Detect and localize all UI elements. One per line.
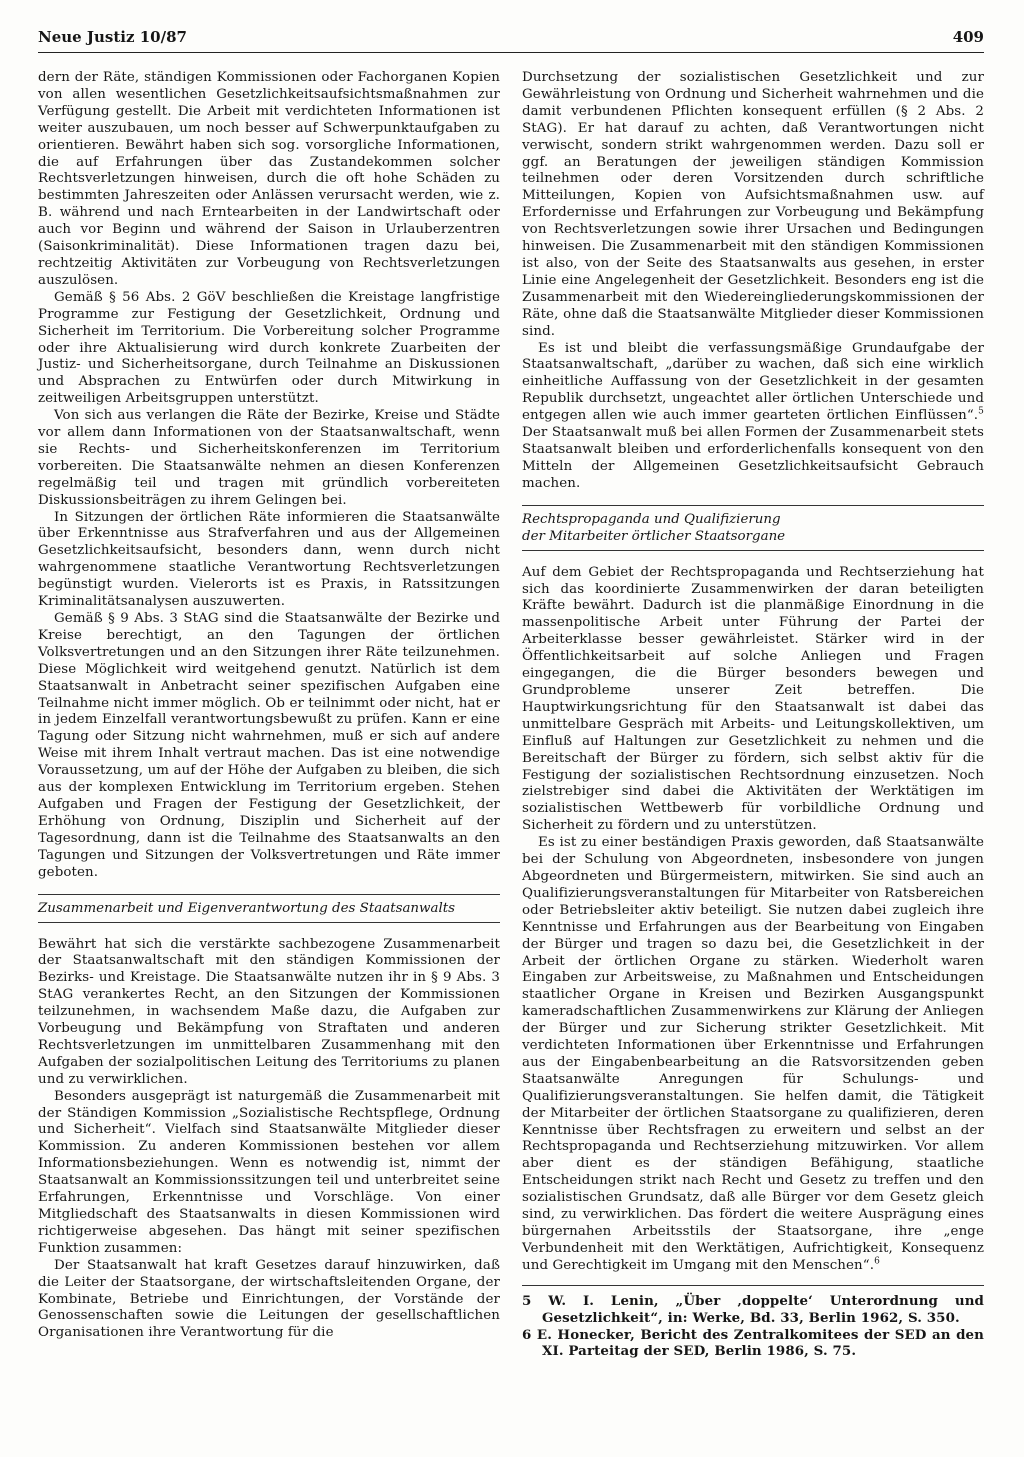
section-heading-line: Rechtspropaganda und Qualifizierung	[522, 511, 781, 527]
footnotes	[522, 1285, 984, 1361]
page-number: 409	[952, 28, 984, 46]
section-heading	[38, 894, 500, 923]
paragraph-text: Es ist zu einer beständigen Praxis geworden, daß Staatsanwälte bei der Schulung von Abgeordneten, insbesondere von jungen Abgeordneten und Bürgermeistern, mitwirken. Sie sind auch an Qualifizierungsveranstaltungen für Mitarbeiter von Ratsbereichen oder Betriebsleiter aktiv beteiligt. Sie nutzen dabei zugleich ihre Kenntnisse und Erfahrungen aus der Bearbeitung von Eingaben der Bürger und tragen so dazu bei, die Gesetzlichkeit in der Arbeit der örtlichen Organe zu stärken. Wiederholt waren Eingaben zur Arbeitsweise, zu Maßnahmen und Entscheidungen staatlicher Organe in Kreisen und Bezirken Ausgangspunkt kameradschaftlichen Zusammenwirkens zur Klärung der Anliegen der Bürger und zur Sicherung strikter Gesetzlichkeit. Mit verdichteten Informationen über Erkenntnisse und Erfahrungen aus der Eingabenbearbeitung an die Ratsvorsitzenden geben Staatsanwälte Anregungen für Schulungs- und Qualifizierungsveranstaltungen. Sie helfen damit, die Tätigkeit der Mitarbeiter der örtlichen Staatsorgane zu qualifizieren, deren Kenntnisse über Rechtsfragen zu erweitern und selbst an der Rechtspropaganda und Rechtserziehung mitzuwirken. Vor allem aber dient es der ständigen Befähigung, staatliche Entscheidungen strikt nach Recht und Gesetz zu treffen und den sozialistischen Grundsatz, daß alle Bürger vor dem Gesetz gleich sind, zu verwirklichen. Das fördert die weitere Ausprägung eines bürgernahen Arbeitsstils der Staatsorgane, ihre „enge Verbundenheit mit den Werktätigen, Aufrichtigkeit, Konsequenz und Gerechtigkeit im Umgang mit den Menschen“.	[522, 835, 984, 1273]
paragraph-text: Der Staatsanwalt muß bei allen Formen der Zusammenarbeit stets Staatsanwalt bleiben und erforderlichenfalls konsequent von den Mitteln der Allgemeinen Gesetzlichkeitsaufsicht Gebrauch machen.	[522, 425, 984, 491]
footnote-ref-6: 6	[874, 1256, 880, 1267]
paragraph: Besonders ausgeprägt ist naturgemäß die Zusammenarbeit mit der Ständigen Kommission „Sozialistische Rechtspflege, Ordnung und Sicherheit“. Vielfach sind Staatsanwälte Mitglieder dieser Kommission. Zu anderen Kommissionen bestehen vor allem Informationsbeziehungen. Wenn es notwendig ist, nimmt der Staatsanwalt an Kommissionssitzungen teil und unterbreitet seine Erfahrungen, Erkenntnisse und Vorschläge. Von einer Mitgliedschaft des Staatsanwalts in diesen Kommissionen wird richtigerweise abgesehen. Das hängt mit seiner spezifischen Funktion zusammen:	[38, 1088, 500, 1256]
paragraph-with-footnote-5	[522, 341, 984, 493]
journal-title: Neue Justiz 10/87	[38, 28, 187, 46]
paragraph: dern der Räte, ständigen Kommissionen oder Fachorganen Kopien von allen wesentlichen Gesetzlichkeitsaufsichtsmaßnahmen zur Verfügung gestellt. Die Arbeit mit verdichteten Informationen ist weiter auszubauen, um noch besser auf Schwerpunktaufgaben zu orientieren. Bewährt haben sich sog. vorsorgliche Informationen, die auf Erfahrungen über das Zustandekommen solcher Rechtsverletzungen hinweisen, durch die oft hohe Schäden zu bestimmten Jahreszeiten oder Anlässen verursacht werden, wie z. B. während und nach Erntearbeiten in der Landwirtschaft oder auch vor Beginn und während der Saison in Urlauberzentren (Saisonkriminalität). Diese Informationen tragen dazu bei, rechtzeitig Aktivitäten zur Vorbeugung von Rechtsverletzungen auszulösen.	[38, 70, 500, 288]
section-heading	[522, 505, 984, 551]
section-heading-text: Zusammenarbeit und Eigenverantwortung des Staatsanwalts	[38, 900, 456, 916]
paragraph: Gemäß § 56 Abs. 2 GöV beschließen die Kreistage langfristige Programme zur Festigung der Gesetzlichkeit, Ordnung und Sicherheit im Territorium. Die Vorbereitung solcher Programme oder ihre Aktualisierung wird durch konkrete Zuarbeiten der Justiz- und Sicherheitsorgane, durch Teilnahme an Diskussionen und Absprachen zu Entwürfen oder durch Mitwirkung in zeitweiligen Arbeitsgruppen unterstützt.	[38, 289, 500, 407]
left-column	[38, 70, 500, 1342]
right-column	[522, 70, 984, 1360]
paragraph: Der Staatsanwalt hat kraft Gesetzes darauf hinzuwirken, daß die Leiter der Staatsorgane, der wirtschaftsleitenden Organe, der Kombinate, Betriebe und Einrichtungen, der Vorstände der Genossenschaften sowie die Leitungen der gesellschaftlichen Organisationen ihre Verantwortung für die	[38, 1257, 500, 1341]
section-heading-line: der Mitarbeiter örtlicher Staatsorgane	[522, 528, 786, 544]
paragraph-text: Es ist und bleibt die verfassungsmäßige Grundaufgabe der Staatsanwaltschaft, „darüber zu wachen, daß sich eine wirklich einheitliche Auffassung von der Gesetzlichkeit in der gesamten Republik durchsetzt, ungeachtet aller örtlichen Unterschiede und entgegen allen wie auch immer gearteten örtlichen Einflüssen“.	[522, 340, 984, 424]
paragraph: Von sich aus verlangen die Räte der Bezirke, Kreise und Städte vor allem dann Informationen von der Staatsanwaltschaft, wenn sie Rechts- und Sicherheitskonferenzen im Territorium vorbereiten. Die Staatsanwälte nehmen an diesen Konferenzen regelmäßig teil und tragen mit gründlich vorbereiteten Diskussionsbeiträgen zu ihrem Gelingen bei.	[38, 408, 500, 508]
paragraph: In Sitzungen der örtlichen Räte informieren die Staatsanwälte über Erkenntnisse aus Strafverfahren und aus der Allgemeinen Gesetzlichkeitsaufsicht, besonders dann, wenn durch nicht wahrgenommene staatliche Verantwortung Rechtsverletzungen begünstigt wurden. Vielerorts ist es Praxis, in Ratssitzungen Kriminalitätsanalysen auszuwerten.	[38, 509, 500, 610]
footnote: 5 W. I. Lenin, „Über ‚doppelte‘ Unterordnung und Gesetzlichkeit“, in: Werke, Bd. 33, Berlin 1962, S. 350.	[522, 1292, 984, 1326]
paragraph: Gemäß § 9 Abs. 3 StAG sind die Staatsanwälte der Bezirke und Kreise berechtigt, an den Tagungen der örtlichen Volksvertretungen und an den Sitzungen ihrer Räte teilzunehmen. Diese Möglichkeit wird weitgehend genutzt. Natürlich ist dem Staatsanwalt in Anbetracht seiner spezifischen Aufgaben eine Teilnahme nicht immer möglich. Ob er teilnimmt oder nicht, hat er in jedem Einzelfall verantwortungsbewußt zu prüfen. Kann er eine Tagung oder Sitzung nicht wahrnehmen, muß er sich auf andere Weise mit ihrem Inhalt vertraut machen. Das ist eine notwendige Voraussetzung, um auf der Höhe der Aufgaben zu bleiben, die sich aus der komplexen Entwicklung im Territorium ergeben. Stehen Aufgaben und Fragen der Festigung der Gesetzlichkeit, der Erhöhung von Ordnung, Disziplin und Sicherheit auf der Tagesordnung, dann ist die Teilnahme des Staatsanwalts an den Tagungen und Sitzungen der Volksvertretungen und Räte immer geboten.	[38, 611, 500, 880]
page-header	[38, 22, 984, 53]
footnote: 6 E. Honecker, Bericht des Zentralkomitees der SED an den XI. Parteitag der SED, Berlin 1986, S. 75.	[522, 1326, 984, 1360]
paragraph: Auf dem Gebiet der Rechtspropaganda und Rechtserziehung hat sich das koordinierte Zusammenwirken der daran beteiligten Kräfte bewährt. Dadurch ist die planmäßige Einordnung in die massenpolitische Arbeit unter Führung der Partei der Arbeiterklasse besser gewährleistet. Stärker wird in der Öffentlichkeitsarbeit auf solche Anliegen und Fragen eingegangen, die die Bürger besonders bewegen und Grundprobleme unserer Zeit betreffen. Die Hauptwirkungsrichtung für den Staatsanwalt ist dabei das unmittelbare Gespräch mit Arbeits- und Leitungskollektiven, um Einfluß auf Haltungen zur Gesetzlichkeit zu nehmen und die Bereitschaft der Bürger zu fördern, sich selbst aktiv für die Festigung der sozialistischen Rechtsordnung einzusetzen. Noch zielstrebiger sind dabei die Aktivitäten der Werktätigen im sozialistischen Wettbewerb für vorbildliche Ordnung und Sicherheit zu fördern und zu unterstützen.	[522, 564, 984, 834]
footnote-ref-5: 5	[978, 406, 984, 417]
paragraph-with-footnote-6	[522, 835, 984, 1275]
paragraph: Bewährt hat sich die verstärkte sachbezogene Zusammenarbeit der Staatsanwaltschaft mit den ständigen Kommissionen der Bezirks- und Kreistage. Die Staatsanwälte nutzen ihr in § 9 Abs. 3 StAG verankertes Recht, an den Sitzungen der Kommissionen teilzunehmen, in wachsendem Maße dazu, die Aufgaben zur Vorbeugung und Bekämpfung von Straftaten und anderen Rechtsverletzungen im unmittelbaren Zusammenhang mit den Aufgaben der sozialpolitischen Leitung des Territoriums zu planen und zu verwirklichen.	[38, 936, 500, 1087]
paragraph: Durchsetzung der sozialistischen Gesetzlichkeit und zur Gewährleistung von Ordnung und Sicherheit wahrnehmen und die damit verbundenen Pflichten konsequent erfüllen (§ 2 Abs. 2 StAG). Er hat darauf zu achten, daß Verantwortungen nicht verwischt, sondern strikt wahrgenommen werden. Dazu soll er ggf. an Beratungen der jeweiligen ständigen Kommission teilnehmen oder deren Vorsitzenden durch schriftliche Mitteilungen, Kopien von Aufsichtsmaßnahmen usw. auf Erfordernisse und Erfahrungen zur Vorbeugung und Bekämpfung von Rechtsverletzungen sowie ihrer Ursachen und Bedingungen hinweisen. Die Zusammenarbeit mit den ständigen Kommissionen ist also, von der Seite des Staatsanwalts aus gesehen, in erster Linie eine Angelegenheit der Gesetzlichkeit. Besonders eng ist die Zusammenarbeit mit den Wiedereingliederungskommissionen der Räte, ohne daß die Staatsanwälte Mitglieder dieser Kommissionen sind.	[522, 70, 984, 339]
